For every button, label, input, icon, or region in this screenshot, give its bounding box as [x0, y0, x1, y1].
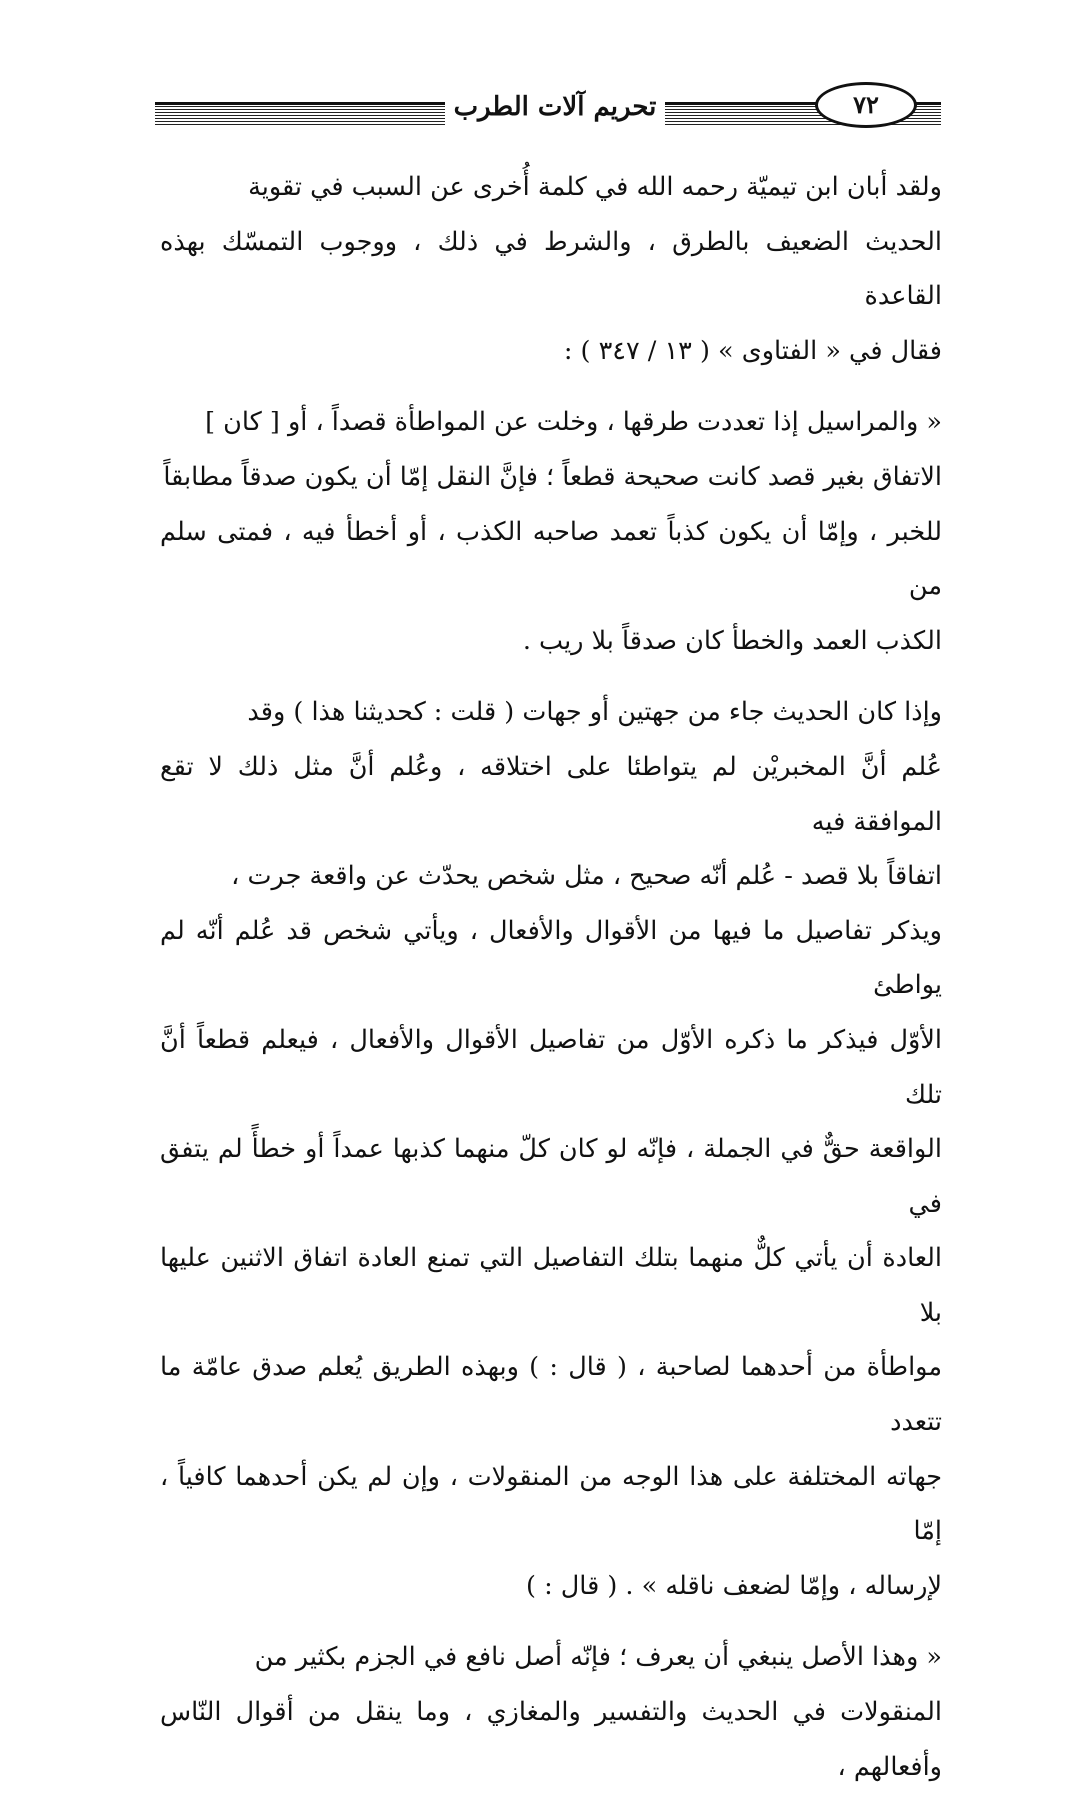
page-body — [160, 160, 942, 1794]
header-rule-left — [155, 102, 445, 125]
paragraph-quote-principle: « وهذا الأصل ينبغي أن يعرف ؛ فإنّه أصل نافع في الجزم بكثير من المنقولات في الحديث والتفسير والمغازي ، وما ينقل من أقوال النّاس وأفعالهم ، — [160, 1642, 942, 1782]
paragraph-intro: ولقد أبان ابن تيميّة رحمه الله في كلمة أُخرى عن السبب في تقوية الحديث الضعيف بالطرق ، والشرط في ذلك ، ووجوب التمسّك بهذه القاعدة فقال في « الفتاوى » ( ١٣ / ٣٤٧ ) : — [160, 172, 942, 366]
running-title: تحريم آلات الطرب — [453, 92, 657, 122]
page-number-badge: ٧٢ — [815, 82, 917, 128]
page-header — [155, 80, 935, 130]
paragraph-quote-hadith-ways: وإذا كان الحديث جاء من جهتين أو جهات ( قلت : كحديثنا هذا ) وقد عُلم أنَّ المخبريْن لم يتواطئا على اختلاقه ، وعُلم أنَّ مثل ذلك لا تقع الموافقة فيه اتفاقاً بلا قصد - عُلم أنّه صحيح ، مثل شخص يحدّث عن واقعة جرت ، ويذكر تفاصيل ما فيها من الأقوال والأفعال ، ويأتي شخص قد عُلم أنّه لم يواطئ الأوّل فيذكر ما ذكره الأوّل من تفاصيل الأقوال والأفعال ، فيعلم قطعاً أنَّ تلك الواقعة حقٌّ في الجملة ، فإنّه لو كان كلّ منهما كذبها عمداً أو خطأً لم يتفق في العادة أن يأتي كلٌّ منهما بتلك التفاصيل التي تمنع العادة اتفاق الاثنين عليها بلا مواطأة من أحدهما لصاحبة ، ( قال : ) وبهذه الطريق يُعلم صدق عامّة ما تتعدد جهاته المختلفة على هذا الوجه من المنقولات ، وإن لم يكن أحدهما كافياً ، إمّا لإرساله ، وإمّا لضعف ناقله » . ( قال : ) — [160, 697, 942, 1601]
paragraph-quote-marasil: « والمراسيل إذا تعددت طرقها ، وخلت عن المواطأة قصداً ، أو [ كان ] الاتفاق بغير قصد كانت صحيحة قطعاً ؛ فإنَّ النقل إمّا أن يكون صدقاً مطابقاً للخبر ، وإمّا أن يكون كذباً تعمد صاحبه الكذب ، أو أخطأ فيه ، فمتى سلم من الكذب العمد والخطأ كان صدقاً بلا ريب . — [160, 407, 942, 656]
